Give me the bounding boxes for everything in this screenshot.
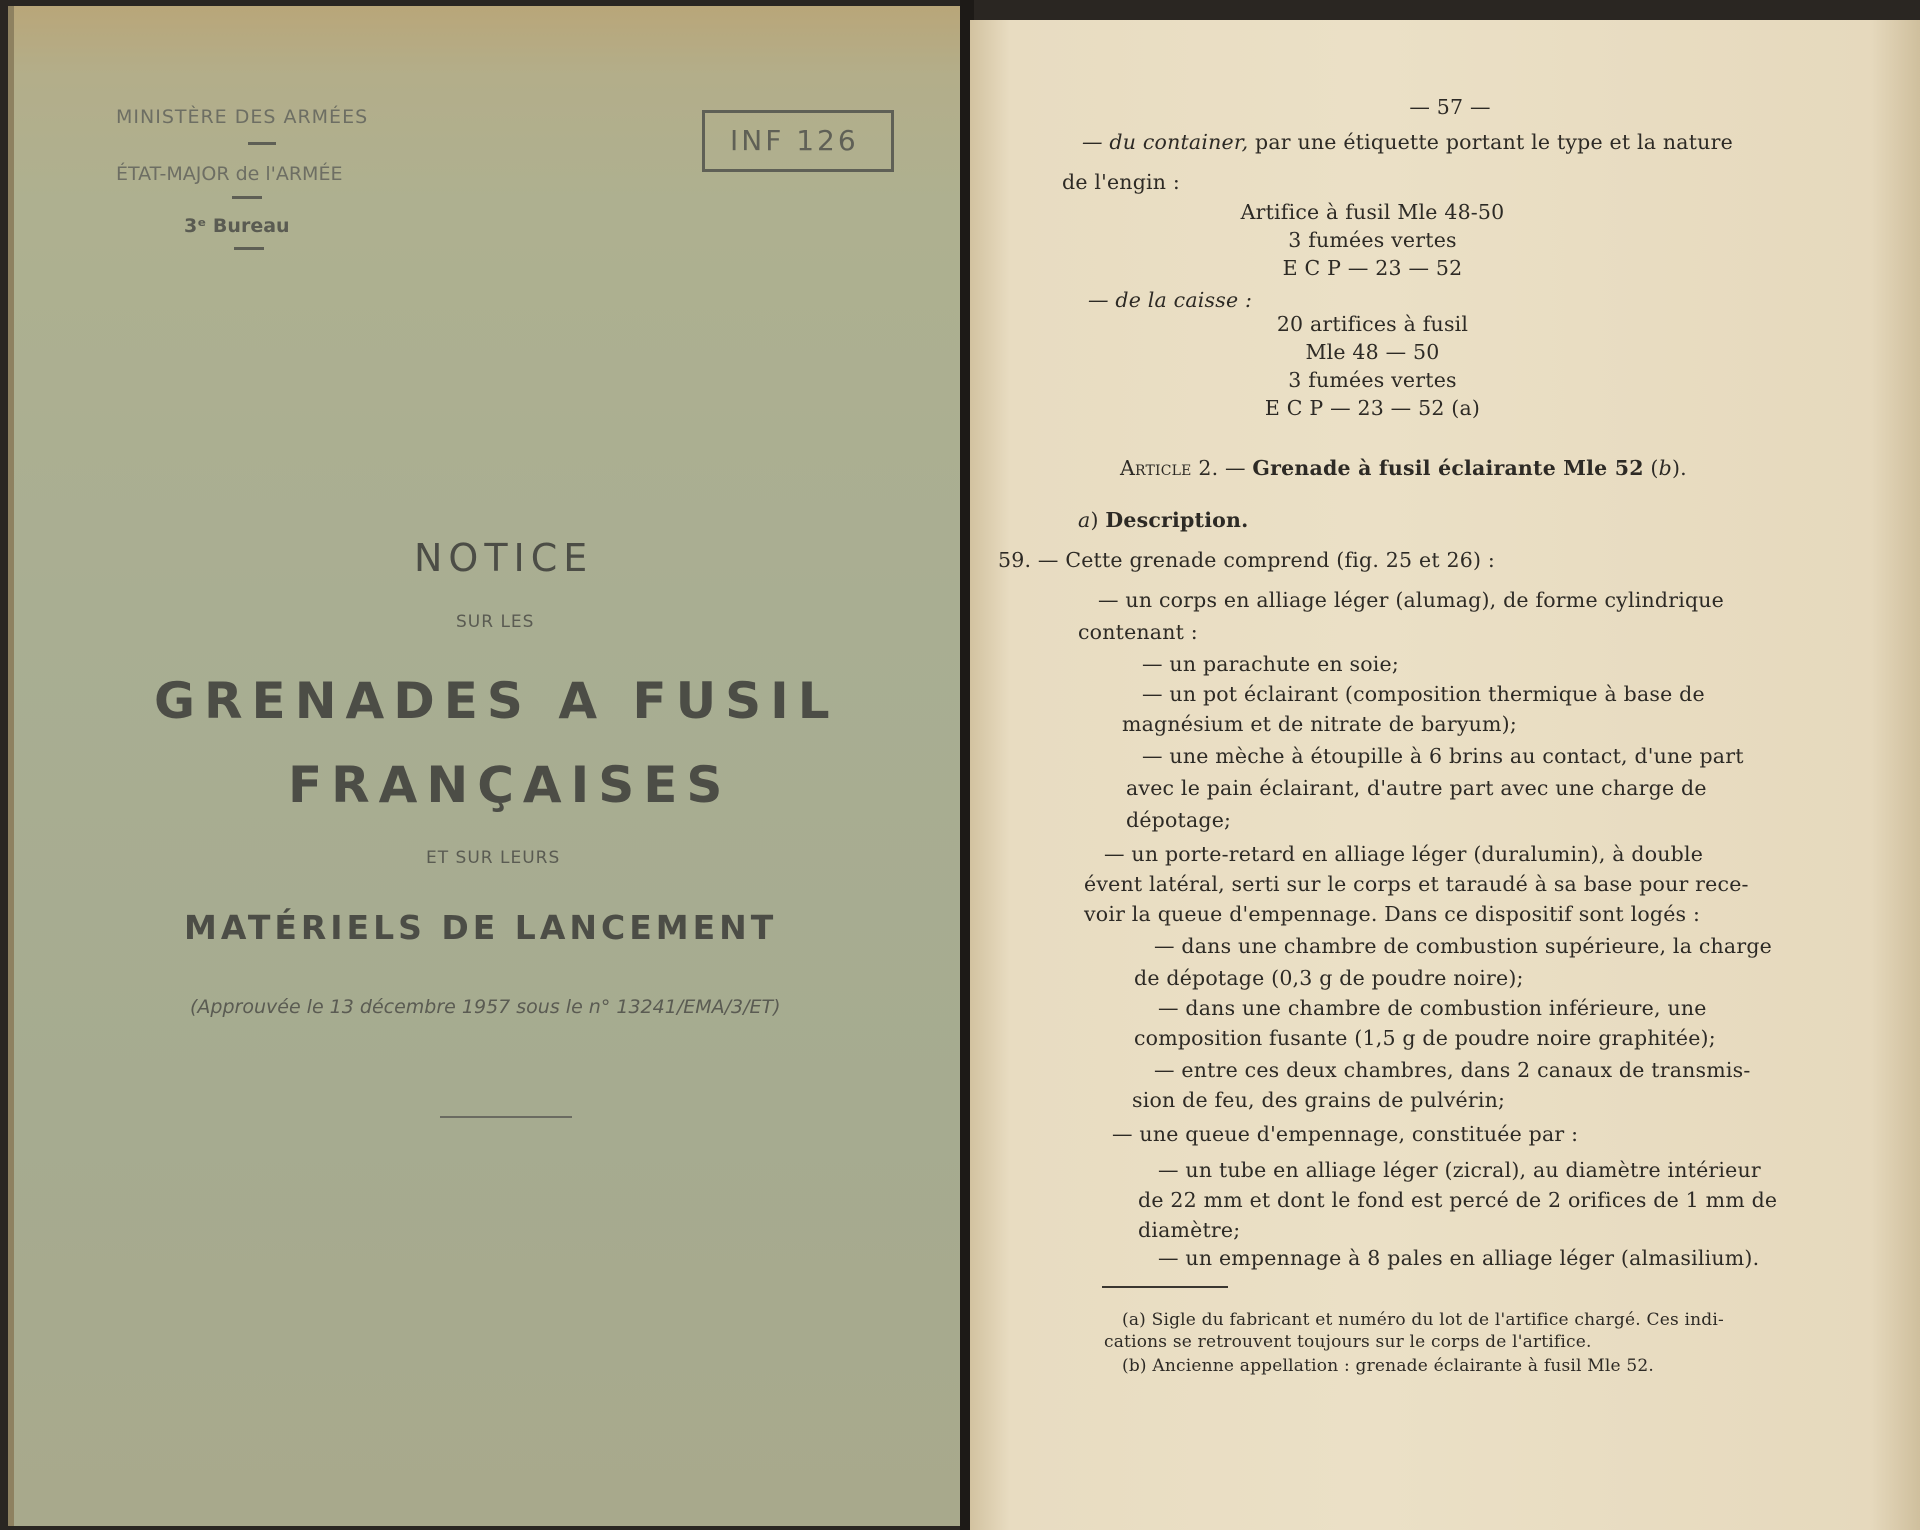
text-line: — une queue d'empennage, constituée par : bbox=[1112, 1122, 1579, 1146]
section-heading: a) Description. bbox=[1078, 508, 1249, 532]
text-line: évent latéral, serti sur le corps et taraudé à sa base pour rece- bbox=[1084, 872, 1749, 896]
text-line: Mle 48 — 50 bbox=[1305, 340, 1440, 364]
staff-label: ÉTAT-MAJOR de l'ARMÉE bbox=[116, 163, 343, 185]
text-line: E C P — 23 — 52 (a) bbox=[1264, 396, 1481, 420]
ministry-label: MINISTÈRE DES ARMÉES bbox=[116, 106, 369, 128]
text-line: 20 artifices à fusil bbox=[1276, 312, 1469, 336]
text-line: de dépotage (0,3 g de poudre noire); bbox=[1134, 966, 1524, 990]
header-dash-3 bbox=[234, 247, 264, 250]
text-line: voir la queue d'empennage. Dans ce dispositif sont logés : bbox=[1084, 902, 1701, 926]
cover-rule bbox=[440, 1116, 572, 1118]
text-line: — un parachute en soie; bbox=[1142, 652, 1399, 676]
cover-page bbox=[8, 6, 965, 1526]
text-line: — dans une chambre de combustion supérieure, la charge bbox=[1154, 934, 1772, 958]
text-line: E C P — 23 — 52 bbox=[1282, 256, 1463, 280]
footnote-line: cations se retrouvent toujours sur le corps de l'artifice. bbox=[1104, 1332, 1592, 1352]
text-line: 59. — Cette grenade comprend (fig. 25 et 26) : bbox=[998, 548, 1495, 572]
text-line: — un tube en alliage léger (zicral), au diamètre intérieur bbox=[1158, 1158, 1761, 1182]
text-line: composition fusante (1,5 g de poudre noire graphitée); bbox=[1134, 1026, 1716, 1050]
text-line: — une mèche à étoupille à 6 brins au contact, d'une part bbox=[1142, 744, 1744, 768]
text-line: dépotage; bbox=[1126, 808, 1232, 832]
page-number: — 57 — bbox=[1409, 95, 1491, 119]
footnote-rule bbox=[1102, 1286, 1228, 1288]
header-dash-2 bbox=[232, 196, 262, 199]
title-francaises: FRANÇAISES bbox=[288, 756, 732, 814]
text-line: — un porte-retard en alliage léger (duralumin), à double bbox=[1104, 842, 1704, 866]
title-materiels: MATÉRIELS DE LANCEMENT bbox=[184, 908, 778, 947]
text-line: avec le pain éclairant, d'autre part avec une charge de bbox=[1126, 776, 1707, 800]
text-line: 3 fumées vertes bbox=[1288, 368, 1457, 392]
footnote-line: (b) Ancienne appellation : grenade éclairante à fusil Mle 52. bbox=[1122, 1356, 1655, 1376]
footnote-line: (a) Sigle du fabricant et numéro du lot de l'artifice chargé. Ces indi- bbox=[1122, 1310, 1724, 1330]
title-sur-les: SUR LES bbox=[456, 612, 535, 632]
book-page bbox=[970, 20, 1920, 1530]
title-et-sur-leurs: ET SUR LEURS bbox=[426, 848, 561, 868]
text-line: diamètre; bbox=[1138, 1218, 1241, 1242]
article-heading: Article 2. — Grenade à fusil éclairante Mle 52 (b). bbox=[1120, 456, 1687, 480]
text-line: Artifice à fusil Mle 48-50 bbox=[1240, 200, 1505, 224]
text-line: — un pot éclairant (composition thermique à base de bbox=[1142, 682, 1705, 706]
text-line: de 22 mm et dont le fond est percé de 2 orifices de 1 mm de bbox=[1138, 1188, 1778, 1212]
text-line: sion de feu, des grains de pulvérin; bbox=[1132, 1088, 1506, 1112]
text-line: — du container, par une étiquette portant le type et la nature bbox=[1082, 130, 1733, 154]
text-line: — dans une chambre de combustion inférieure, une bbox=[1158, 996, 1707, 1020]
text-line: magnésium et de nitrate de baryum); bbox=[1122, 712, 1517, 736]
title-grenades: GRENADES A FUSIL bbox=[154, 672, 839, 730]
text-line: — un empennage à 8 pales en alliage léger (almasilium). bbox=[1158, 1246, 1760, 1270]
header-dash-1 bbox=[248, 142, 276, 145]
text-line: — entre ces deux chambres, dans 2 canaux de transmis- bbox=[1154, 1058, 1751, 1082]
text-line: — de la caisse : bbox=[1088, 288, 1253, 312]
text-line: 3 fumées vertes bbox=[1288, 228, 1457, 252]
bureau-label: 3ᵉ Bureau bbox=[184, 215, 290, 237]
text-line: contenant : bbox=[1078, 620, 1198, 644]
approval-note: (Approuvée le 13 décembre 1957 sous le n° 13241/EMA/3/ET) bbox=[190, 996, 781, 1018]
text-line: de l'engin : bbox=[1062, 170, 1181, 194]
title-notice: NOTICE bbox=[414, 536, 594, 580]
text-line: — un corps en alliage léger (alumag), de forme cylindrique bbox=[1098, 588, 1725, 612]
reference-label: INF 126 bbox=[730, 124, 859, 157]
